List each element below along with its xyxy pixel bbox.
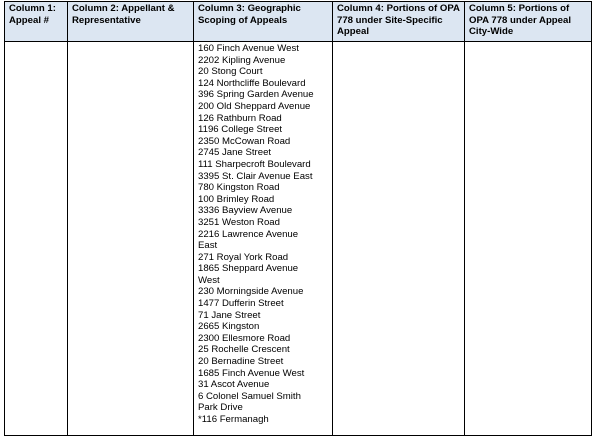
list-item: 111 Sharpecroft Boulevard (198, 158, 311, 170)
list-item: 1196 College Street (198, 124, 283, 136)
header-city-wide-portions: Column 5: Portions of OPA 778 under Appeal City-Wide (465, 2, 592, 42)
list-item: 230 Morningside Avenue (198, 286, 304, 298)
list-item: East (198, 240, 218, 252)
header-appeal-number: Column 1: Appeal # (5, 2, 68, 42)
list-item: 2216 Lawrence Avenue (198, 228, 299, 240)
list-item: West (198, 274, 220, 286)
list-item: 20 Stong Court (198, 66, 263, 78)
list-item: 6 Colonel Samuel Smith (198, 390, 301, 402)
list-item: 20 Bernadine Street (198, 356, 284, 368)
list-item: *116 Fermanagh (198, 414, 269, 425)
list-item: 1865 Sheppard Avenue (198, 263, 299, 275)
header-row (5, 2, 592, 42)
list-item: 160 Finch Avenue West (198, 43, 299, 54)
address-list (198, 43, 329, 426)
list-item: Park Drive (198, 402, 243, 414)
geographic-scoping-cell (194, 42, 333, 436)
header-appellant-representative: Column 2: Appellant & Representative (68, 2, 194, 42)
list-item: 2350 McCowan Road (198, 135, 291, 147)
list-item: 396 Spring Garden Avenue (198, 89, 314, 101)
list-item: 2745 Jane Street (198, 147, 272, 159)
list-item: 2300 Ellesmore Road (198, 332, 291, 344)
list-item: 126 Rathburn Road (198, 112, 282, 124)
site-specific-portions-cell (333, 42, 465, 436)
header-site-specific-portions: Column 4: Portions of OPA 778 under Site-Specific Appeal (333, 2, 465, 42)
list-item: 124 Northcliffe Boulevard (198, 77, 306, 89)
list-item: 1477 Dufferin Street (198, 298, 284, 310)
list-item: 25 Rochelle Crescent (198, 344, 290, 356)
list-item: 3251 Weston Road (198, 216, 280, 228)
appellant-cell (68, 42, 194, 436)
list-item: 2202 Kipling Avenue (198, 54, 286, 66)
list-item: 71 Jane Street (198, 309, 261, 321)
list-item: 3395 St. Clair Avenue East (198, 170, 313, 182)
list-item: 2665 Kingston (198, 321, 260, 333)
list-item: 31 Ascot Avenue (198, 379, 270, 391)
list-item: 200 Old Sheppard Avenue (198, 100, 311, 112)
list-item: 3336 Bayview Avenue (198, 205, 293, 217)
list-item: 780 Kingston Road (198, 182, 280, 194)
list-item: 1685 Finch Avenue West (198, 367, 305, 379)
list-item: 271 Royal York Road (198, 251, 289, 263)
appeals-table (4, 1, 592, 436)
header-geographic-scoping: Column 3: Geographic Scoping of Appeals (194, 2, 333, 42)
appeal-number-cell (5, 42, 68, 436)
city-wide-portions-cell (465, 42, 592, 436)
list-item: 100 Brimley Road (198, 193, 275, 205)
table-row (5, 42, 592, 436)
